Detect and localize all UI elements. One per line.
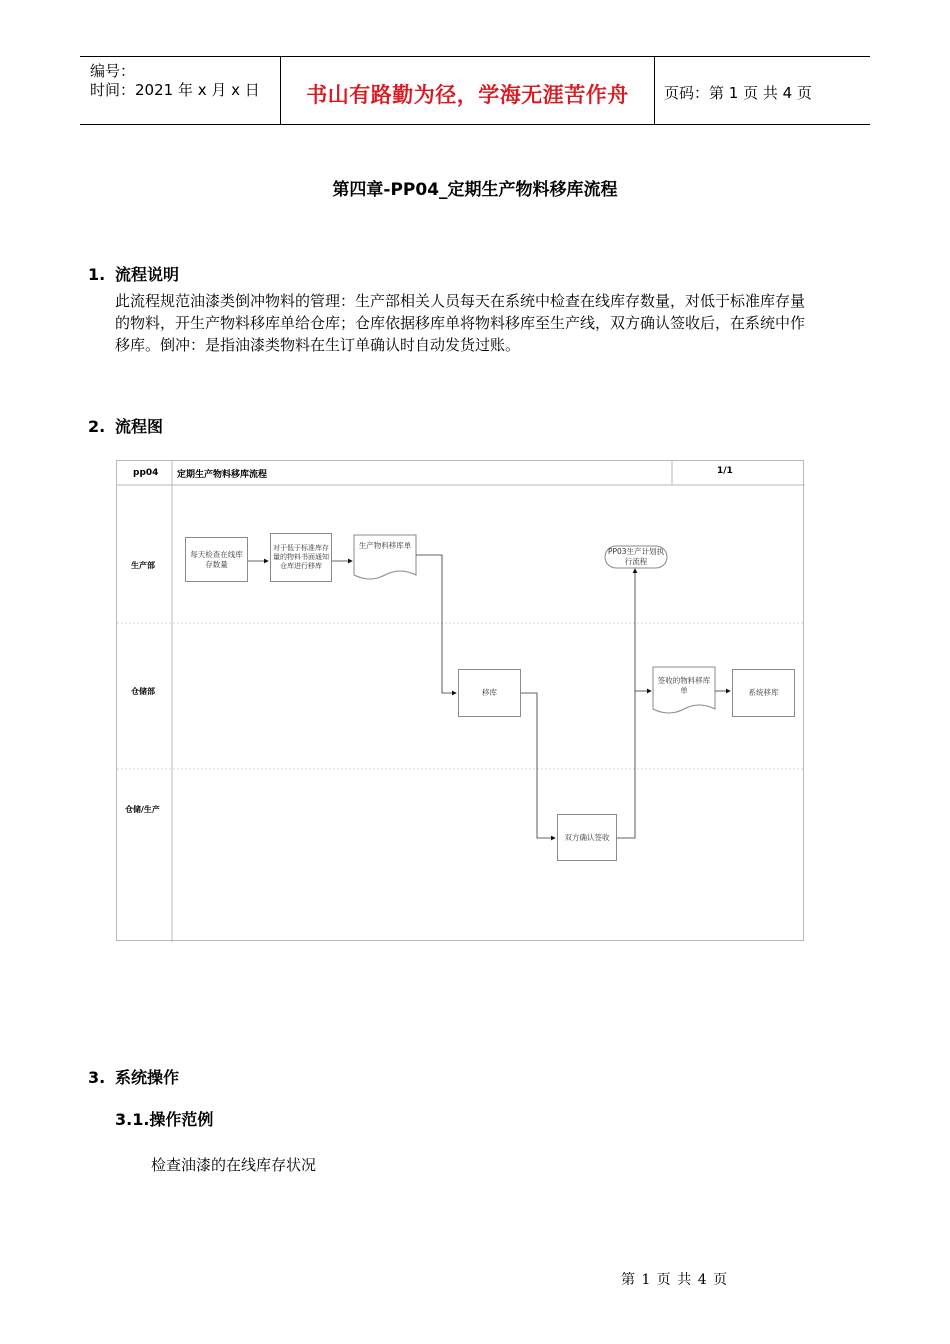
node-signed-form: 签收的物料移库单	[657, 676, 711, 695]
node-transfer-form: 生产物料移库单	[358, 541, 412, 550]
section-1-paragraph	[115, 290, 855, 356]
section-2-title: 流程图	[115, 417, 164, 436]
page-number-label: 页码：第 1 页 共 4 页	[664, 84, 812, 102]
section-3-title: 系统操作	[115, 1068, 180, 1087]
flowchart-title: 定期生产物料移库流程	[177, 470, 268, 480]
section-3-1-body: 检查油漆的在线库存状况	[151, 1156, 317, 1174]
page-footer: 第 1 页 共 4 页	[621, 1272, 729, 1288]
node-notify-warehouse: 对于低于标准库存量的物料书面通知仓库进行移库	[270, 533, 332, 582]
section-3-number: 3.	[88, 1068, 106, 1087]
section-2-heading	[88, 414, 163, 437]
paragraph-line: 移库。倒冲：是指油漆类物料在生订单确认时自动发货过账。	[115, 336, 521, 354]
section-1-number: 1.	[88, 265, 106, 284]
lane-label-production: 生产部	[131, 561, 155, 570]
node-transfer: 移库	[458, 669, 521, 717]
section-2-number: 2.	[88, 417, 106, 436]
node-check-inventory: 每天检查在线库存数量	[185, 537, 248, 582]
page-header-table	[80, 56, 870, 125]
header-motto-cell	[281, 57, 655, 124]
lane-label-warehouse-production: 仓储/生产	[125, 805, 160, 814]
document-title: 第四章-PP04_定期生产物料移库流程	[332, 180, 618, 200]
section-3-1-heading: 3.1.操作范例	[115, 1110, 214, 1129]
paragraph-line: 的物料，开生产物料移库单给仓库；仓库依据移库单将物料移库至生产线，双方确认签收后，在系统中作	[115, 314, 806, 332]
paragraph-line: 此流程规范油漆类倒冲物料的管理：生产部相关人员每天在系统中检查在线库存数量，对低于标准库存量	[115, 292, 806, 310]
doc-number-label: 编号：	[90, 62, 136, 80]
process-flowchart	[116, 460, 804, 941]
node-pp03-process: PP03生产计划执行流程	[607, 547, 665, 566]
node-system-transfer: 系统移库	[732, 669, 795, 717]
section-1-heading	[88, 262, 179, 285]
header-page-cell	[655, 57, 870, 124]
section-3-heading	[88, 1065, 179, 1088]
node-dual-confirm: 双方确认签收	[557, 814, 617, 861]
flowchart-page: 1/1	[717, 466, 733, 476]
lane-label-warehouse: 仓储部	[131, 687, 155, 696]
header-info-cell	[80, 57, 281, 124]
section-1-title: 流程说明	[115, 265, 180, 284]
flowchart-code: pp04	[133, 468, 159, 478]
doc-time-label: 时间：2021 年 x 月 x 日	[90, 81, 260, 99]
motto-text: 书山有路勤为径，学海无涯苦作舟	[306, 82, 629, 107]
